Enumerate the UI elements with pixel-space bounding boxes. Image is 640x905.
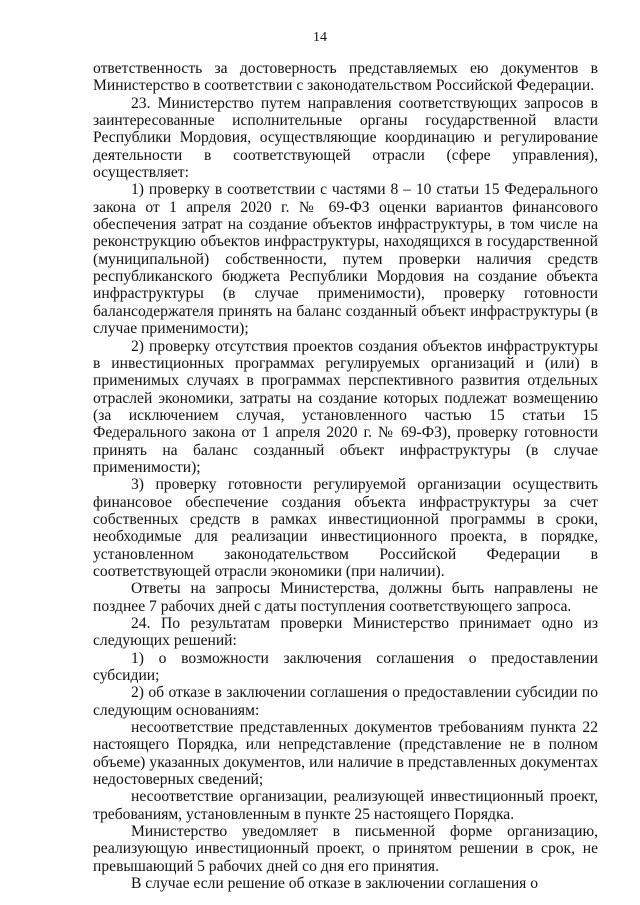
paragraph-refusal-start: В случае если решение об отказе в заключении соглашения о xyxy=(131,875,539,893)
paragraph-responses: Ответы на запросы Министерства, должны быть направлены не позднее 7 рабочих дней с даты поступления соответствующего запроса. xyxy=(93,580,598,615)
paragraph-24-item-2: 2) об отказе в заключении соглашения о предоставлении субсидии по следующим основаниям: xyxy=(93,684,598,719)
page-number: 14 xyxy=(313,30,327,45)
paragraph-23-item-2: 2) проверку отсутствия проектов создания объектов инфраструктуры в инвестиционных программах регулируемых организаций и (или) в применимых случаях в программах перспективного развития отдельных отраслей экономики, затраты на создание которых подлежат возмещению (за исключением случая, установленного частью 15 статьи 15 Федерального закона от 1 апреля 2020 г. № 69-ФЗ), проверку готовности принять на баланс созданный объект инфраструктуры (в случае применимости); xyxy=(93,337,598,476)
paragraph-23-item-1: 1) проверку в соответствии с частями 8 – 10 статьи 15 Федерального закона от 1 апреля 2020 г. № 69-ФЗ оценки вариантов финансового обеспечения затрат на создание объектов инфраструктуры, в том числе на реконструкцию объектов инфраструктуры, находящихся в государственной (муниципальной) собственности, путем проверки наличия средств республиканского бюджета Республики Мордовия на создание объекта инфраструктуры (в случае применимости), проверку готовности балансодержателя принять на баланс созданный объект инфраструктуры (в случае применимости); xyxy=(93,181,598,338)
paragraph-23-item-3: 3) проверку готовности регулируемой организации осуществить финансовое обеспечение создания объекта инфраструктуры за счет собственных средств в рамках инвестиционной программы в сроки, необходимые для реализации инвестиционного проекта, в порядке, установленном законодательством Российской Федерации в соответствующей отрасли экономики (при наличии). xyxy=(93,476,598,580)
paragraph-ground-1: несоответствие представленных документов требованиям пункта 22 настоящего Порядка, или непредставление (представление не в полном объеме) указанных документов, или наличие в представленных документах недостоверных сведений; xyxy=(93,719,598,789)
paragraph-ground-2: несоответствие организации, реализующей инвестиционный проект, требованиям, установленным в пункте 25 настоящего Порядка. xyxy=(93,788,598,823)
paragraph-24-item-1: 1) о возможности заключения соглашения о предоставлении субсидии; xyxy=(93,649,598,685)
paragraph-continued: ответственность за достоверность представляемых ею документов в Министерство в соответствии с законодательством Российской Федерации. xyxy=(93,60,598,95)
paragraph-23: 23. Министерство путем направления соответствующих запросов в заинтересованные исполнительные органы государственной власти Республики Мордовия, осуществляющие координацию и регулирование деятельности в соответствующей отрасли (сфере управления), осуществляет: xyxy=(93,94,598,182)
document-body xyxy=(93,60,598,893)
paragraph-notification: Министерство уведомляет в письменной форме организацию, реализующую инвестиционный проект, о принятом решении в срок, не превышающий 5 рабочих дней со дня его принятия. xyxy=(93,823,598,875)
paragraph-24: 24. По результатам проверки Министерство принимает одно из следующих решений: xyxy=(93,615,598,650)
